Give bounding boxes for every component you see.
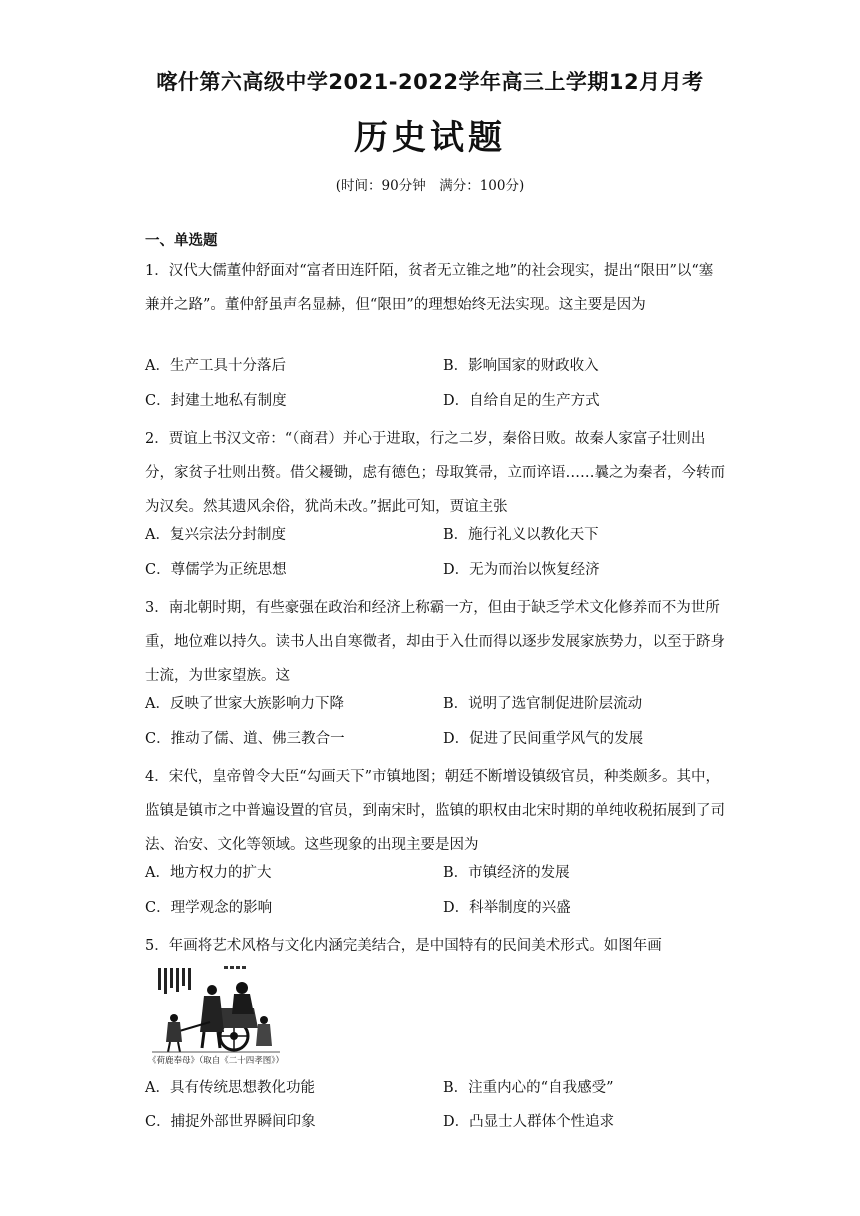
question-3-option-d[interactable]: D．促进了民间重学风气的发展 xyxy=(443,731,644,747)
question-5-option-d[interactable]: D．凸显士人群体个性追求 xyxy=(443,1114,615,1130)
question-4-option-d[interactable]: D．科举制度的兴盛 xyxy=(443,900,571,916)
exam-header-title: 喀什第六高级中学2021-2022学年高三上学期12月月考 xyxy=(156,70,704,94)
exam-meta: (时间：90分钟 满分：100分) xyxy=(335,178,525,194)
question-2-option-b[interactable]: B．施行礼义以教化天下 xyxy=(443,527,599,543)
question-1-option-a[interactable]: A．生产工具十分落后 xyxy=(145,358,286,374)
question-4-stem: 4．宋代，皇帝曾令大臣“勾画天下”市镇地图；朝廷不断增设镇级官员，种类颇多。其中，监镇是镇市之中普遍设置的官员，到南宋时，监镇的职权由北宋时期的单纯收税拓展到了司法、治安、文化等领域。这些现象的出现主要是因为 xyxy=(145,769,725,853)
question-4-option-c[interactable]: C．理学观念的影响 xyxy=(145,900,273,916)
question-2-option-c[interactable]: C．尊儒学为正统思想 xyxy=(145,562,287,578)
question-3-option-a[interactable]: A．反映了世家大族影响力下降 xyxy=(145,696,344,712)
question-2-option-d[interactable]: D．无为而治以恢复经济 xyxy=(443,562,600,578)
question-4-option-b[interactable]: B．市镇经济的发展 xyxy=(443,865,570,881)
question-3-option-b[interactable]: B．说明了选官制促进阶层流动 xyxy=(443,696,643,712)
question-3-option-c[interactable]: C．推动了儒、道、佛三教合一 xyxy=(145,731,345,747)
question-1-option-b[interactable]: B．影响国家的财政收入 xyxy=(443,358,599,374)
question-5-stem: 5．年画将艺术风格与文化内涵完美结合，是中国特有的民间美术形式。如图年画 xyxy=(145,938,662,954)
subject-title: 历史试题 xyxy=(354,118,506,158)
question-1-stem: 1．汉代大儒董仲舒面对“富者田连阡陌，贫者无立锥之地”的社会现实，提出“限田”以“塞兼并之路”。董仲舒虽声名显赫，但“限田”的理想始终无法实现。这主要是因为 xyxy=(145,263,714,313)
question-1-option-d[interactable]: D．自给自足的生产方式 xyxy=(443,393,600,409)
woodcut-illustration xyxy=(146,962,286,1066)
question-2-option-a[interactable]: A．复兴宗法分封制度 xyxy=(145,527,286,543)
question-1-option-c[interactable]: C．封建土地私有制度 xyxy=(145,393,287,409)
question-2-stem: 2．贾谊上书汉文帝：“（商君）并心于进取，行之二岁，秦俗日败。故秦人家富子壮则出分，家贫子壮则出赘。借父耰锄，虑有德色；母取箕帚，立而谇语……曩之为秦者，今转而为汉矣。然其遗风余俗，犹尚未改。”据此可知，贾谊主张 xyxy=(145,431,725,515)
question-3-stem: 3．南北朝时期，有些豪强在政治和经济上称霸一方，但由于缺乏学术文化修养而不为世所重，地位难以持久。读书人出自寒微者，却由于入仕而得以逐步发展家族势力，以至于跻身士流，为世家望族。这 xyxy=(145,600,725,684)
question-5-option-a[interactable]: A．具有传统思想教化功能 xyxy=(145,1080,315,1096)
question-5-option-b[interactable]: B．注重内心的“自我感受” xyxy=(443,1080,614,1096)
question-5-option-c[interactable]: C．捕捉外部世界瞬间印象 xyxy=(145,1114,316,1130)
question-4-option-a[interactable]: A．地方权力的扩大 xyxy=(145,865,272,881)
new-year-painting-figure xyxy=(146,962,286,1066)
section-heading: 一、单选题 xyxy=(145,233,218,249)
figure-caption: 《荷鹿奉母》（取自《二十四孝图》） xyxy=(148,1056,285,1066)
